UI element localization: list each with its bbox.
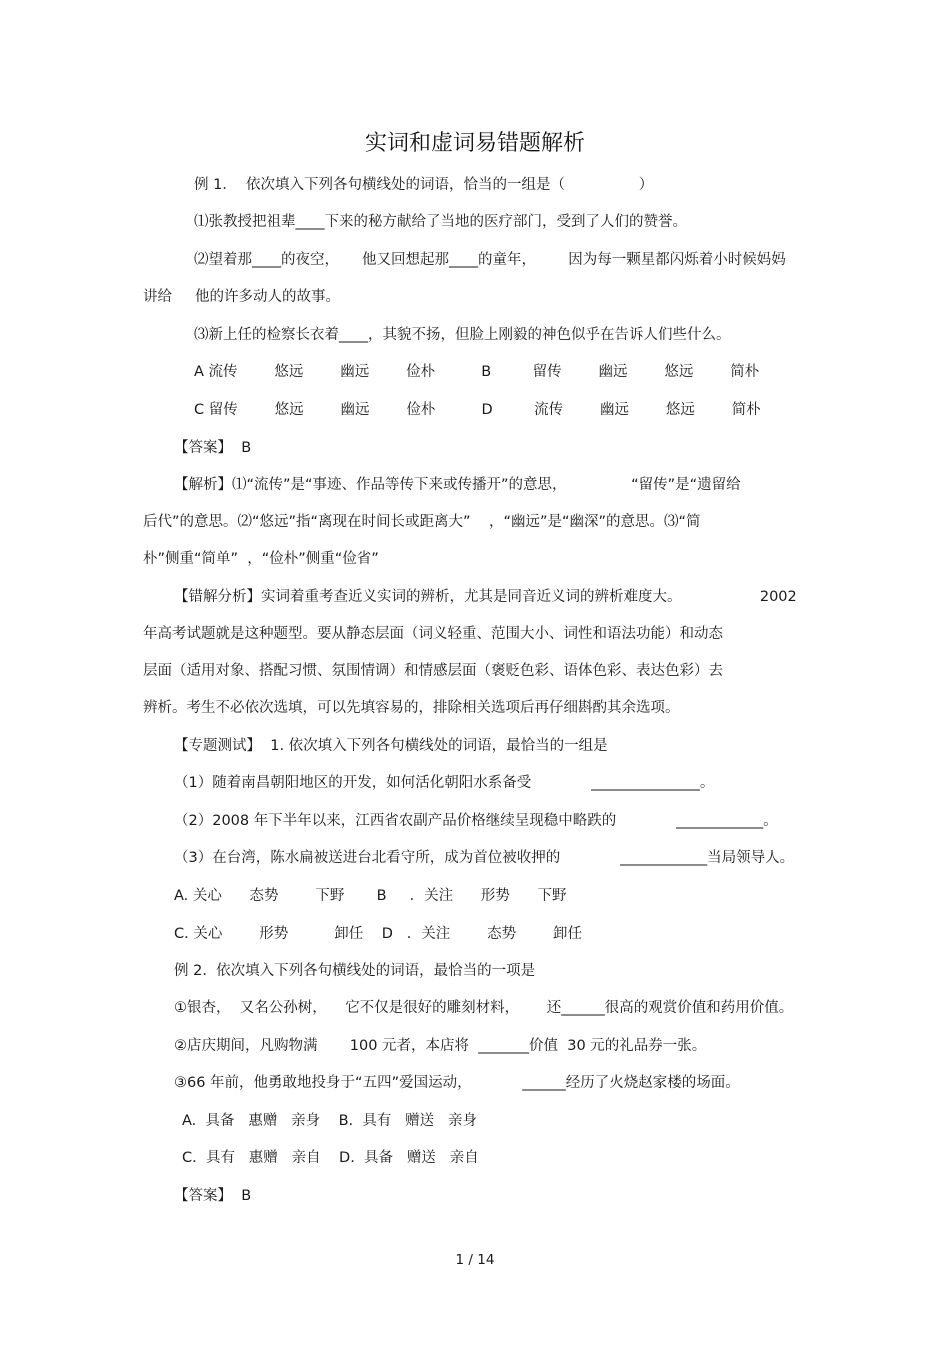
example-2-sentence-1: ①银杏， 又名公孙树， 它不仅是很好的雕刻材料， 还______很高的观赏价值和药用价值。: [174, 1000, 794, 1016]
example-1-options-cd: C 留传 悠远 幽远 俭朴 D 流传 幽远 悠远 简朴: [194, 402, 761, 418]
example-2-options-ab: A. 具备 惠赠 亲身 B. 具有 赠送 亲身: [182, 1113, 478, 1129]
example-2-question: 例 2. 依次填入下列各句横线处的词语，最恰当的一项是: [174, 963, 536, 979]
error-analysis-line-2: 年高考试题就是这种题型。要从静态层面（词义轻重、范围大小、词性和语法功能）和动态: [143, 626, 723, 642]
example-1-sentence-1: ⑴张教授把祖辈____下来的秘方献给了当地的医疗部门，受到了人们的赞誉。: [194, 214, 687, 230]
example-1-question: 例 1． 依次填入下列各句横线处的词语，恰当的一组是（ ）: [194, 177, 654, 193]
example-2-sentence-3: ③66 年前，他勇敢地投身于“五四”爱国运动， ______经历了火烧赵家楼的场面。: [174, 1075, 740, 1091]
example-1-answer: 【答案】 B: [174, 440, 252, 456]
topic-test-sentence-2: （2）2008 年下半年以来，江西省农副产品价格继续呈现稳中略跌的 ____________。: [174, 813, 778, 829]
page-number: 1 / 14: [455, 1252, 495, 1268]
example-1-sentence-3: ⑶新上任的检察长衣着____，其貌不扬，但脸上刚毅的神色似乎在告诉人们些什么。: [194, 327, 731, 343]
analysis-line-1: 【解析】⑴“流传”是“事迹、作品等传下来或传播开”的意思， “留传”是“遗留给: [174, 477, 741, 493]
example-1-sentence-2: ⑵望着那____的夜空， 他又回想起那____的童年， 因为每一颗星都闪烁着小时候妈妈: [194, 252, 786, 268]
error-analysis-line-4: 辨析。考生不必依次选填，可以先填容易的，排除相关选项后再仔细斟酌其余选项。: [143, 700, 680, 716]
example-1-options-ab: A 流传 悠远 幽远 俭朴 B 留传 幽远 悠远 简朴: [194, 364, 760, 380]
example-2-sentence-2: ②店庆期间，凡购物满 100 元者，本店将 _______价值 30 元的礼品券一张。: [174, 1038, 707, 1054]
error-analysis-line-1: 【错解分析】实词着重考查近义实词的辨析，尤其是同音近义词的辨析难度大。 2002: [174, 589, 797, 605]
example-2-options-cd: C. 具有 惠赠 亲自 D. 具备 赠送 亲自: [182, 1150, 479, 1166]
topic-test-question: 【专题测试】 1. 依次填入下列各句横线处的词语，最恰当的一组是: [174, 738, 608, 754]
analysis-line-3: 朴”侧重“简单” ，“俭朴”侧重“俭省”: [143, 551, 379, 567]
topic-test-sentence-3: （3）在台湾，陈水扁被送进台北看守所，成为首位被收押的 ____________当局领导人。: [174, 850, 795, 866]
example-2-answer: 【答案】 B: [174, 1188, 252, 1204]
topic-test-sentence-1: （1）随着南昌朝阳地区的开发，如何活化朝阳水系备受 _______________。: [174, 775, 715, 791]
analysis-line-2: 后代”的意思。⑵“悠远”指“离现在时间长或距离大” ，“幽远”是“幽深”的意思。⑶“简: [143, 514, 701, 530]
document-title: 实词和虚词易错题解析: [364, 131, 585, 156]
example-1-sentence-2-cont: 讲给 他的许多动人的故事。: [143, 289, 341, 305]
topic-test-options-cd: C. 关心 形势 卸任 D ．关注 态势 卸任: [174, 926, 582, 942]
error-analysis-line-3: 层面（适用对象、搭配习惯、氛围情调）和情感层面（褒贬色彩、语体色彩、表达色彩）去: [143, 663, 723, 679]
topic-test-options-ab: A. 关心 态势 下野 B ．关注 形势 下野: [174, 888, 567, 904]
